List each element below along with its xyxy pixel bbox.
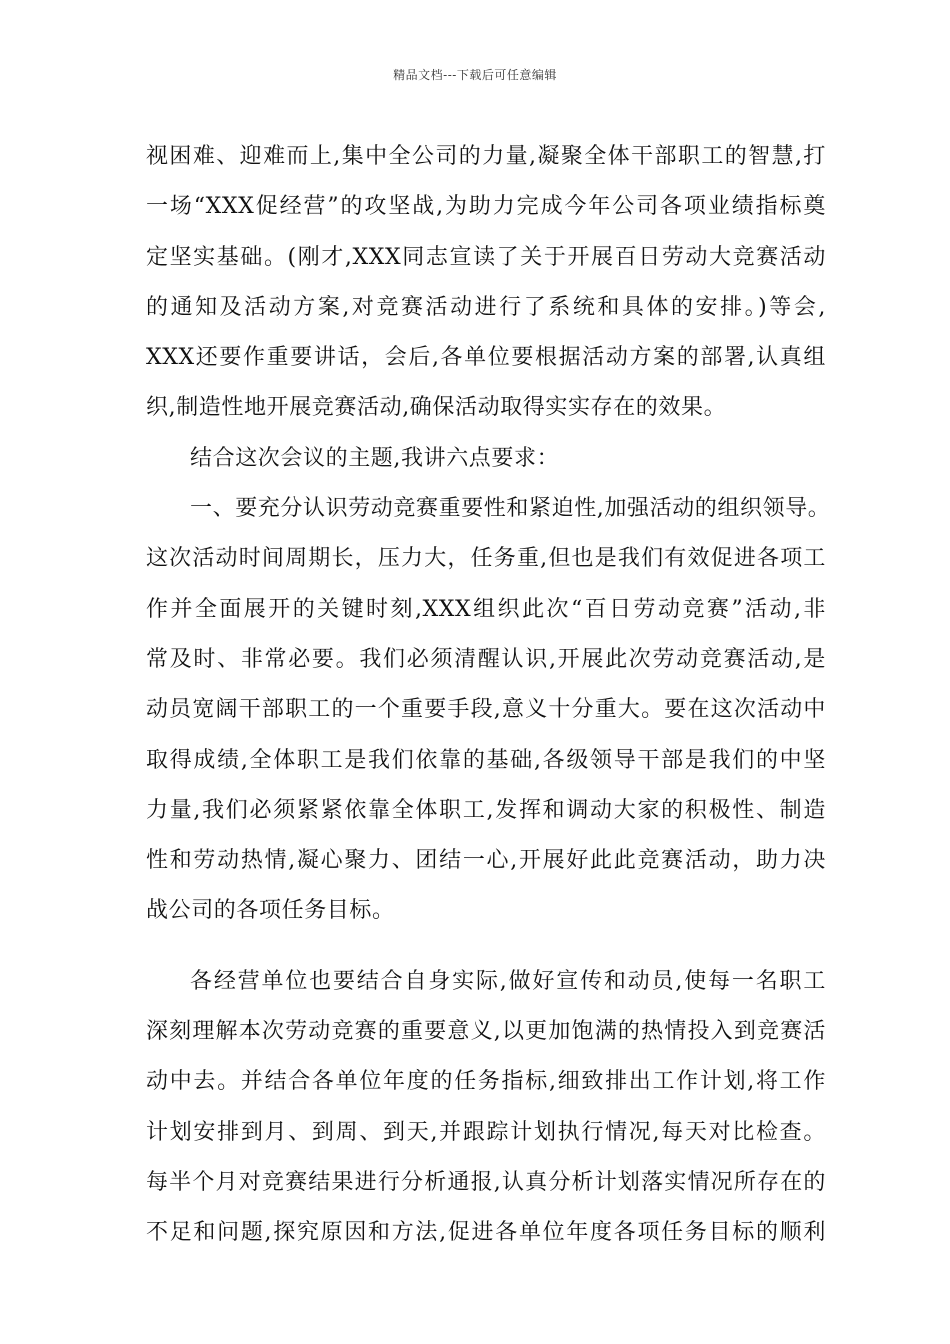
text-line: 织,制造性地开展竞赛活动,确保活动取得实实存在的效果。 bbox=[146, 395, 727, 421]
text-line: 常及时、非常必要。我们必须清醒认识,开展此次劳动竞赛活动,是 bbox=[146, 646, 826, 672]
text-line: 计划安排到月、到周、到天,并跟踪计划执行情况,每天对比检查。 bbox=[146, 1119, 826, 1145]
text-line: 动员宽阔干部职工的一个重要手段,意义十分重大。要在这次活动中 bbox=[146, 697, 826, 723]
document-body bbox=[146, 132, 831, 1259]
text-line: 不足和问题,探究原因和方法,促进各单位年度各项任务目标的顺利 bbox=[146, 1220, 826, 1246]
text-line: XXX还要作重要讲话，会后,各单位要根据活动方案的部署,认真组 bbox=[146, 345, 826, 371]
text-line: 动中去。并结合各单位年度的任务指标,细致排出工作计划,将工作 bbox=[146, 1069, 826, 1095]
text-line: 取得成绩,全体职工是我们依靠的基础,各级领导干部是我们的中坚 bbox=[146, 747, 826, 773]
text-line: 的通知及活动方案,对竞赛活动进行了系统和具体的安排。)等会, bbox=[146, 294, 826, 320]
text-line: 一、要充分认识劳动竞赛重要性和紧迫性,加强活动的组织领导。 bbox=[190, 496, 831, 522]
text-line: 战公司的各项任务目标。 bbox=[146, 898, 395, 924]
text-line: 这次活动时间周期长，压力大，任务重,但也是我们有效促进各项工 bbox=[146, 546, 826, 572]
text-line: 性和劳动热情,凝心聚力、团结一心,开展好此此竞赛活动，助力决 bbox=[146, 848, 826, 874]
paragraph-gap bbox=[146, 937, 826, 957]
text-line: 深刻理解本次劳动竞赛的重要意义,以更加饱满的热情投入到竞赛活 bbox=[146, 1019, 826, 1045]
text-line: 结合这次会议的主题,我讲六点要求： bbox=[190, 445, 560, 471]
text-line: 定坚实基础。(刚才,XXX同志宣读了关于开展百日劳动大竞赛活动 bbox=[146, 244, 826, 270]
text-line: 每半个月对竞赛结果进行分析通报,认真分析计划落实情况所存在的 bbox=[146, 1169, 826, 1195]
text-line: 一场“XXX促经营”的攻坚战,为助力完成今年公司各项业绩指标奠 bbox=[146, 194, 826, 220]
page-header: 精品文档---下载后可任意编辑 bbox=[393, 68, 557, 82]
text-line: 各经营单位也要结合自身实际,做好宣传和动员,使每一名职工 bbox=[190, 968, 826, 994]
text-line: 力量,我们必须紧紧依靠全体职工,发挥和调动大家的积极性、制造 bbox=[146, 797, 826, 823]
text-line: 视困难、迎难而上,集中全公司的力量,凝聚全体干部职工的智慧,打 bbox=[146, 144, 826, 169]
text-line: 作并全面展开的关键时刻,XXX组织此次“百日劳动竞赛”活动,非 bbox=[146, 596, 826, 622]
